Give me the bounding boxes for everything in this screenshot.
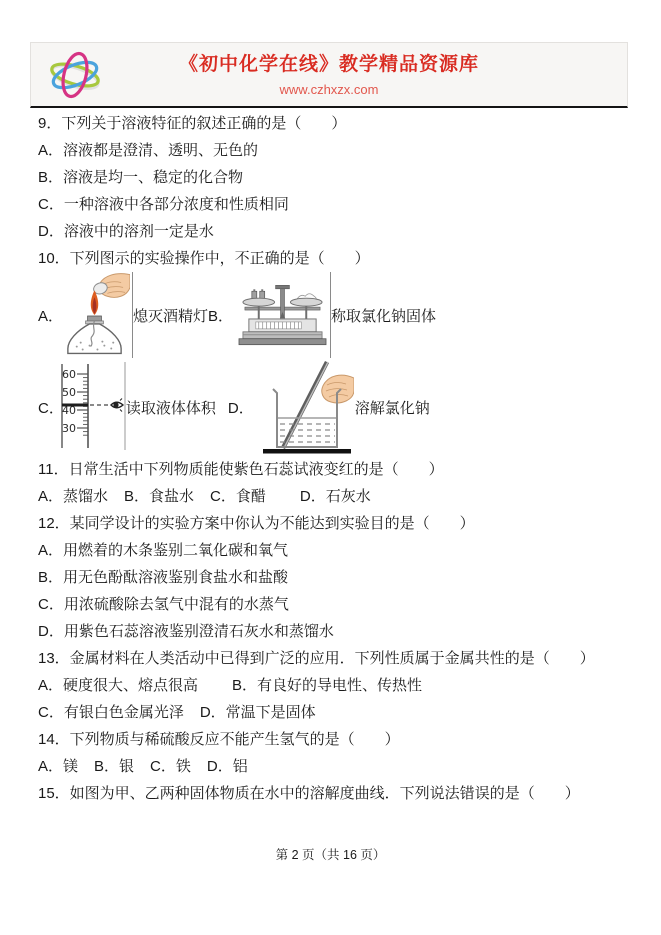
site-header [30, 42, 628, 108]
q10-caption-c: 读取液体体积 [125, 399, 216, 417]
q10-caption-b: 称取氯化钠固体 [331, 307, 437, 325]
q11-option-c: C．食醋 [210, 488, 266, 505]
q10-label-b: B． [208, 307, 234, 325]
beaker-stirring-figure [258, 358, 355, 456]
q12-option-b: B．用无色酚酞溶液鉴别食盐水和盐酸 [38, 569, 289, 586]
graduated-cylinder-image [58, 362, 126, 452]
q10-label-c: C． [38, 399, 64, 417]
alcohol-lamp-image [59, 273, 130, 358]
q13-option-b: B．有良好的导电性、传热性 [232, 677, 423, 694]
beaker-stirring-image [259, 358, 354, 456]
q10-stem: 10．下列图示的实验操作中，不正确的是（ ） [38, 250, 370, 267]
q12-option-d: D．用紫色石蕊溶液鉴别澄清石灰水和蒸馏水 [38, 623, 334, 640]
cylinder-tick-40: 40 [61, 404, 76, 417]
q12-option-c: C．用浓硫酸除去氢气中混有的水蒸气 [38, 596, 289, 613]
q14-option-b: B．银 [94, 758, 135, 775]
q14-option-a: A．镁 [38, 758, 79, 775]
q9-option-d: D．溶液中的溶剂一定是水 [38, 223, 214, 240]
q10-caption-a: 熄灭酒精灯 [133, 307, 209, 325]
graduated-cylinder-figure [58, 362, 126, 452]
q9-stem: 9．下列关于溶液特征的叙述正确的是（ ） [38, 115, 347, 132]
q10-figure-row-1 [38, 272, 638, 358]
page-number: 第 2 页（共 16 页） [275, 848, 386, 862]
q14-option-d: D．铝 [206, 758, 248, 775]
q11-option-b: B．食盐水 [124, 488, 195, 505]
balance-scale-image [237, 281, 328, 349]
questions-area [38, 110, 638, 807]
eye-icon [111, 399, 123, 412]
balance-scale-figure [237, 272, 331, 358]
q14-options-row [38, 753, 638, 780]
q11-options-row [38, 483, 638, 510]
cylinder-tick-50: 50 [61, 386, 76, 399]
q10-figure-row-2 [38, 358, 638, 456]
site-url-link[interactable]: www.czhxzx.com [279, 82, 379, 97]
header-texts [31, 49, 627, 97]
q12-option-a: A．用燃着的木条鉴别二氧化碳和氧气 [38, 542, 289, 559]
q13-stem: 13．金属材料在人类活动中已得到广泛的应用．下列性质属于金属共性的是（ ） [38, 650, 595, 667]
q15-stem: 15．如图为甲、乙两种固体物质在水中的溶解度曲线．下列说法错误的是（ ） [38, 785, 580, 802]
q13-option-c: C．有银白色金属光泽 [38, 704, 184, 721]
q12-stem: 12．某同学设计的实验方案中你认为不能达到实验目的是（ ） [38, 515, 475, 532]
q13-option-d: D．常温下是固体 [199, 704, 316, 721]
q11-option-a: A．蒸馏水 [38, 488, 109, 505]
q9-option-b: B．溶液是均一、稳定的化合物 [38, 169, 244, 186]
q10-label-a: A． [38, 307, 64, 325]
q10-caption-d: 溶解氯化钠 [354, 399, 430, 417]
alcohol-lamp-figure [59, 272, 133, 358]
q13-option-a: A．硬度很大、熔点很高 [38, 677, 199, 694]
page-footer [0, 845, 661, 864]
cylinder-tick-30: 30 [61, 422, 76, 435]
q13-options-row-1 [38, 672, 638, 699]
q11-option-d: D．石灰水 [299, 488, 371, 505]
cylinder-tick-60: 60 [61, 368, 76, 381]
q14-option-c: C．铁 [150, 758, 191, 775]
q10-label-d: D． [227, 399, 254, 417]
q11-stem: 11．日常生活中下列物质能使紫色石蕊试液变红的是（ ） [38, 461, 444, 478]
q13-options-row-2 [38, 699, 638, 726]
q14-stem: 14．下列物质与稀硫酸反应不能产生氢气的是（ ） [38, 731, 400, 748]
site-title: 《初中化学在线》教学精品资源库 [178, 54, 479, 75]
q9-option-a: A．溶液都是澄清、透明、无色的 [38, 142, 259, 159]
q9-option-c: C．一种溶液中各部分浓度和性质相同 [38, 196, 289, 213]
